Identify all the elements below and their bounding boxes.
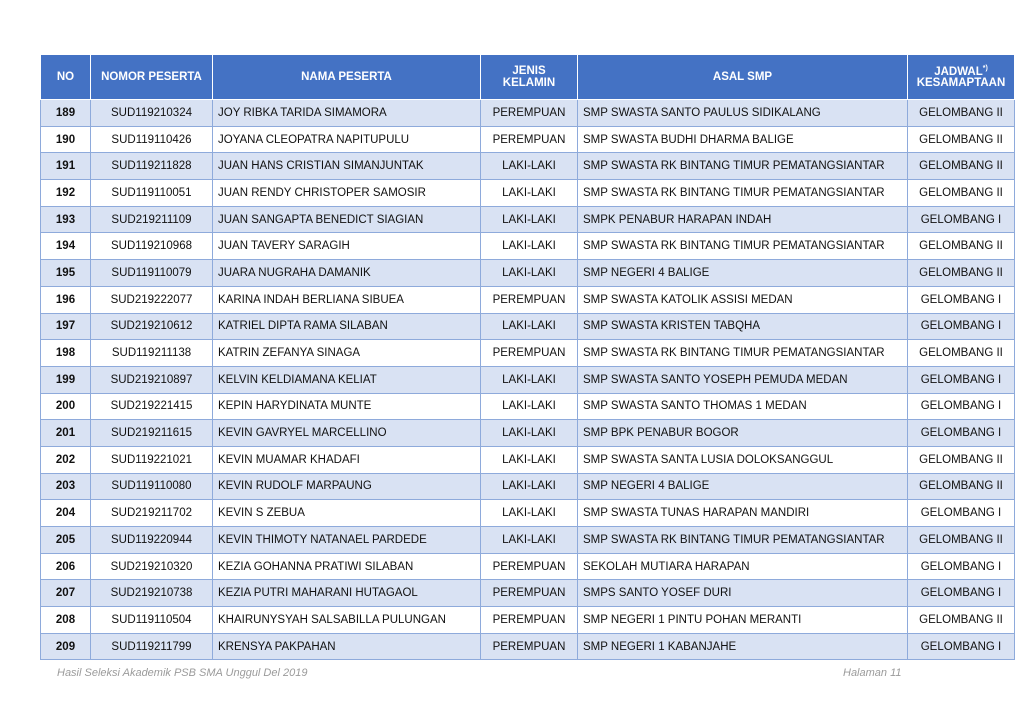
cell-nama-peserta: KEVIN MUAMAR KHADAFI [213, 446, 481, 473]
cell-no: 201 [41, 420, 91, 447]
cell-no: 208 [41, 607, 91, 634]
header-row [41, 55, 1015, 100]
cell-nama-peserta: JOY RIBKA TARIDA SIMAMORA [213, 100, 481, 127]
cell-no: 202 [41, 446, 91, 473]
cell-jenis-kelamin: LAKI-LAKI [481, 393, 578, 420]
cell-nomor-peserta: SUD119211138 [91, 340, 213, 367]
cell-jenis-kelamin: LAKI-LAKI [481, 153, 578, 180]
cell-nama-peserta: JUAN SANGAPTA BENEDICT SIAGIAN [213, 206, 481, 233]
cell-nomor-peserta: SUD119110426 [91, 126, 213, 153]
cell-asal-smp: SMP SWASTA SANTO YOSEPH PEMUDA MEDAN [578, 366, 908, 393]
cell-nama-peserta: KEVIN RUDOLF MARPAUNG [213, 473, 481, 500]
cell-nama-peserta: JOYANA CLEOPATRA NAPITUPULU [213, 126, 481, 153]
cell-jadwal: GELOMBANG II [908, 126, 1015, 153]
cell-asal-smp: SMP SWASTA RK BINTANG TIMUR PEMATANGSIANTAR [578, 180, 908, 207]
cell-nama-peserta: KEVIN THIMOTY NATANAEL PARDEDE [213, 527, 481, 554]
table-row [41, 206, 1015, 233]
table-row [41, 313, 1015, 340]
table-row [41, 126, 1015, 153]
table-row [41, 340, 1015, 367]
table-row [41, 393, 1015, 420]
cell-jadwal: GELOMBANG I [908, 580, 1015, 607]
cell-nama-peserta: KEPIN HARYDINATA MUNTE [213, 393, 481, 420]
cell-nomor-peserta: SUD219210897 [91, 366, 213, 393]
cell-jadwal: GELOMBANG II [908, 180, 1015, 207]
cell-nama-peserta: KRENSYA PAKPAHAN [213, 633, 481, 660]
cell-no: 193 [41, 206, 91, 233]
cell-jadwal: GELOMBANG II [908, 153, 1015, 180]
cell-asal-smp: SMP NEGERI 4 BALIGE [578, 473, 908, 500]
cell-jadwal: GELOMBANG I [908, 420, 1015, 447]
cell-nomor-peserta: SUD219211109 [91, 206, 213, 233]
cell-asal-smp: SMP SWASTA KATOLIK ASSISI MEDAN [578, 286, 908, 313]
cell-jadwal: GELOMBANG I [908, 366, 1015, 393]
table-row [41, 500, 1015, 527]
cell-nomor-peserta: SUD119220944 [91, 527, 213, 554]
cell-jadwal: GELOMBANG II [908, 473, 1015, 500]
cell-nomor-peserta: SUD219222077 [91, 286, 213, 313]
header-jenis-kelamin: JENIS KELAMIN [481, 55, 578, 100]
cell-jadwal: GELOMBANG II [908, 446, 1015, 473]
cell-jenis-kelamin: LAKI-LAKI [481, 446, 578, 473]
cell-no: 197 [41, 313, 91, 340]
cell-nomor-peserta: SUD219210738 [91, 580, 213, 607]
cell-asal-smp: SMP NEGERI 4 BALIGE [578, 260, 908, 287]
cell-nomor-peserta: SUD219210612 [91, 313, 213, 340]
cell-jadwal: GELOMBANG I [908, 206, 1015, 233]
table-row [41, 527, 1015, 554]
cell-jenis-kelamin: PEREMPUAN [481, 286, 578, 313]
cell-no: 200 [41, 393, 91, 420]
cell-jenis-kelamin: LAKI-LAKI [481, 420, 578, 447]
cell-jenis-kelamin: LAKI-LAKI [481, 260, 578, 287]
cell-asal-smp: SMP SWASTA BUDHI DHARMA BALIGE [578, 126, 908, 153]
cell-nama-peserta: JUAN HANS CRISTIAN SIMANJUNTAK [213, 153, 481, 180]
header-jadwal-label: JADWAL [934, 65, 983, 78]
table-row [41, 580, 1015, 607]
cell-asal-smp: SMP SWASTA SANTO THOMAS 1 MEDAN [578, 393, 908, 420]
cell-jenis-kelamin: LAKI-LAKI [481, 180, 578, 207]
cell-jadwal: GELOMBANG II [908, 100, 1015, 127]
cell-nama-peserta: KELVIN KELDIAMANA KELIAT [213, 366, 481, 393]
table-row [41, 633, 1015, 660]
cell-nomor-peserta: SUD119110504 [91, 607, 213, 634]
cell-asal-smp: SMPK PENABUR HARAPAN INDAH [578, 206, 908, 233]
cell-no: 204 [41, 500, 91, 527]
table-body [41, 100, 1015, 660]
cell-asal-smp: SMP SWASTA SANTO PAULUS SIDIKALANG [578, 100, 908, 127]
cell-asal-smp: SMPS SANTO YOSEF DURI [578, 580, 908, 607]
table-row [41, 286, 1015, 313]
cell-jadwal: GELOMBANG I [908, 286, 1015, 313]
cell-jenis-kelamin: PEREMPUAN [481, 340, 578, 367]
results-table [40, 54, 1015, 660]
cell-asal-smp: SMP SWASTA SANTA LUSIA DOLOKSANGGUL [578, 446, 908, 473]
cell-nama-peserta: KEVIN GAVRYEL MARCELLINO [213, 420, 481, 447]
header-kesamaptaan-label: KESAMAPTAAN [916, 77, 1006, 90]
cell-nomor-peserta: SUD219211615 [91, 420, 213, 447]
cell-asal-smp: SMP SWASTA RK BINTANG TIMUR PEMATANGSIANTAR [578, 527, 908, 554]
cell-nomor-peserta: SUD119110051 [91, 180, 213, 207]
cell-no: 189 [41, 100, 91, 127]
cell-no: 192 [41, 180, 91, 207]
cell-nomor-peserta: SUD119210324 [91, 100, 213, 127]
cell-nama-peserta: JUARA NUGRAHA DAMANIK [213, 260, 481, 287]
cell-nomor-peserta: SUD219221415 [91, 393, 213, 420]
header-asal-smp: ASAL SMP [578, 55, 908, 100]
cell-nomor-peserta: SUD119211828 [91, 153, 213, 180]
cell-jenis-kelamin: PEREMPUAN [481, 126, 578, 153]
cell-nama-peserta: KEZIA GOHANNA PRATIWI SILABAN [213, 553, 481, 580]
cell-asal-smp: SMP SWASTA RK BINTANG TIMUR PEMATANGSIANTAR [578, 153, 908, 180]
header-no: NO [41, 55, 91, 100]
cell-asal-smp: SEKOLAH MUTIARA HARAPAN [578, 553, 908, 580]
cell-nama-peserta: JUAN RENDY CHRISTOPER SAMOSIR [213, 180, 481, 207]
cell-jenis-kelamin: LAKI-LAKI [481, 527, 578, 554]
header-jadwal-footnote-mark: *) [982, 64, 988, 72]
cell-nomor-peserta: SUD219210320 [91, 553, 213, 580]
cell-no: 203 [41, 473, 91, 500]
cell-no: 205 [41, 527, 91, 554]
cell-nomor-peserta: SUD119210968 [91, 233, 213, 260]
cell-jenis-kelamin: PEREMPUAN [481, 633, 578, 660]
table-row [41, 446, 1015, 473]
cell-nomor-peserta: SUD119221021 [91, 446, 213, 473]
cell-jenis-kelamin: LAKI-LAKI [481, 473, 578, 500]
cell-asal-smp: SMP NEGERI 1 KABANJAHE [578, 633, 908, 660]
cell-asal-smp: SMP NEGERI 1 PINTU POHAN MERANTI [578, 607, 908, 634]
cell-no: 195 [41, 260, 91, 287]
table-row [41, 180, 1015, 207]
cell-nama-peserta: KARINA INDAH BERLIANA SIBUEA [213, 286, 481, 313]
footer-document-title: Hasil Seleksi Akademik PSB SMA Unggul Del 2019 [57, 667, 308, 679]
cell-jadwal: GELOMBANG I [908, 313, 1015, 340]
cell-jadwal: GELOMBANG II [908, 260, 1015, 287]
cell-jenis-kelamin: LAKI-LAKI [481, 233, 578, 260]
header-jadwal-kesamaptaan [908, 55, 1015, 100]
cell-asal-smp: SMP BPK PENABUR BOGOR [578, 420, 908, 447]
cell-jenis-kelamin: LAKI-LAKI [481, 366, 578, 393]
cell-jadwal: GELOMBANG I [908, 500, 1015, 527]
cell-no: 190 [41, 126, 91, 153]
cell-jenis-kelamin: PEREMPUAN [481, 100, 578, 127]
table-row [41, 420, 1015, 447]
footer-page-number: Halaman 11 [843, 667, 902, 679]
table-row [41, 153, 1015, 180]
cell-no: 196 [41, 286, 91, 313]
cell-nomor-peserta: SUD219211702 [91, 500, 213, 527]
cell-asal-smp: SMP SWASTA TUNAS HARAPAN MANDIRI [578, 500, 908, 527]
table-row [41, 100, 1015, 127]
cell-nama-peserta: KEZIA PUTRI MAHARANI HUTAGAOL [213, 580, 481, 607]
cell-no: 206 [41, 553, 91, 580]
cell-jenis-kelamin: LAKI-LAKI [481, 500, 578, 527]
cell-jenis-kelamin: LAKI-LAKI [481, 313, 578, 340]
cell-jenis-kelamin: PEREMPUAN [481, 607, 578, 634]
table-row [41, 473, 1015, 500]
cell-no: 191 [41, 153, 91, 180]
cell-no: 209 [41, 633, 91, 660]
cell-jadwal: GELOMBANG II [908, 340, 1015, 367]
cell-jadwal: GELOMBANG II [908, 607, 1015, 634]
cell-jadwal: GELOMBANG II [908, 233, 1015, 260]
cell-jadwal: GELOMBANG II [908, 527, 1015, 554]
cell-nomor-peserta: SUD119110080 [91, 473, 213, 500]
table-row [41, 607, 1015, 634]
cell-nama-peserta: JUAN TAVERY SARAGIH [213, 233, 481, 260]
cell-no: 194 [41, 233, 91, 260]
cell-jenis-kelamin: PEREMPUAN [481, 553, 578, 580]
cell-no: 199 [41, 366, 91, 393]
cell-asal-smp: SMP SWASTA KRISTEN TABQHA [578, 313, 908, 340]
cell-jenis-kelamin: LAKI-LAKI [481, 206, 578, 233]
cell-asal-smp: SMP SWASTA RK BINTANG TIMUR PEMATANGSIANTAR [578, 233, 908, 260]
cell-jadwal: GELOMBANG I [908, 553, 1015, 580]
cell-no: 207 [41, 580, 91, 607]
cell-nomor-peserta: SUD119110079 [91, 260, 213, 287]
table-row [41, 366, 1015, 393]
table-row [41, 553, 1015, 580]
table-row [41, 233, 1015, 260]
header-nama-peserta: NAMA PESERTA [213, 55, 481, 100]
cell-nama-peserta: KEVIN S ZEBUA [213, 500, 481, 527]
cell-jadwal: GELOMBANG I [908, 633, 1015, 660]
table-row [41, 260, 1015, 287]
cell-nama-peserta: KATRIN ZEFANYA SINAGA [213, 340, 481, 367]
cell-nomor-peserta: SUD119211799 [91, 633, 213, 660]
cell-jadwal: GELOMBANG I [908, 393, 1015, 420]
table-header [41, 55, 1015, 100]
cell-asal-smp: SMP SWASTA RK BINTANG TIMUR PEMATANGSIANTAR [578, 340, 908, 367]
cell-jenis-kelamin: PEREMPUAN [481, 580, 578, 607]
cell-no: 198 [41, 340, 91, 367]
header-nomor-peserta: NOMOR PESERTA [91, 55, 213, 100]
cell-nama-peserta: KATRIEL DIPTA RAMA SILABAN [213, 313, 481, 340]
cell-nama-peserta: KHAIRUNYSYAH SALSABILLA PULUNGAN [213, 607, 481, 634]
